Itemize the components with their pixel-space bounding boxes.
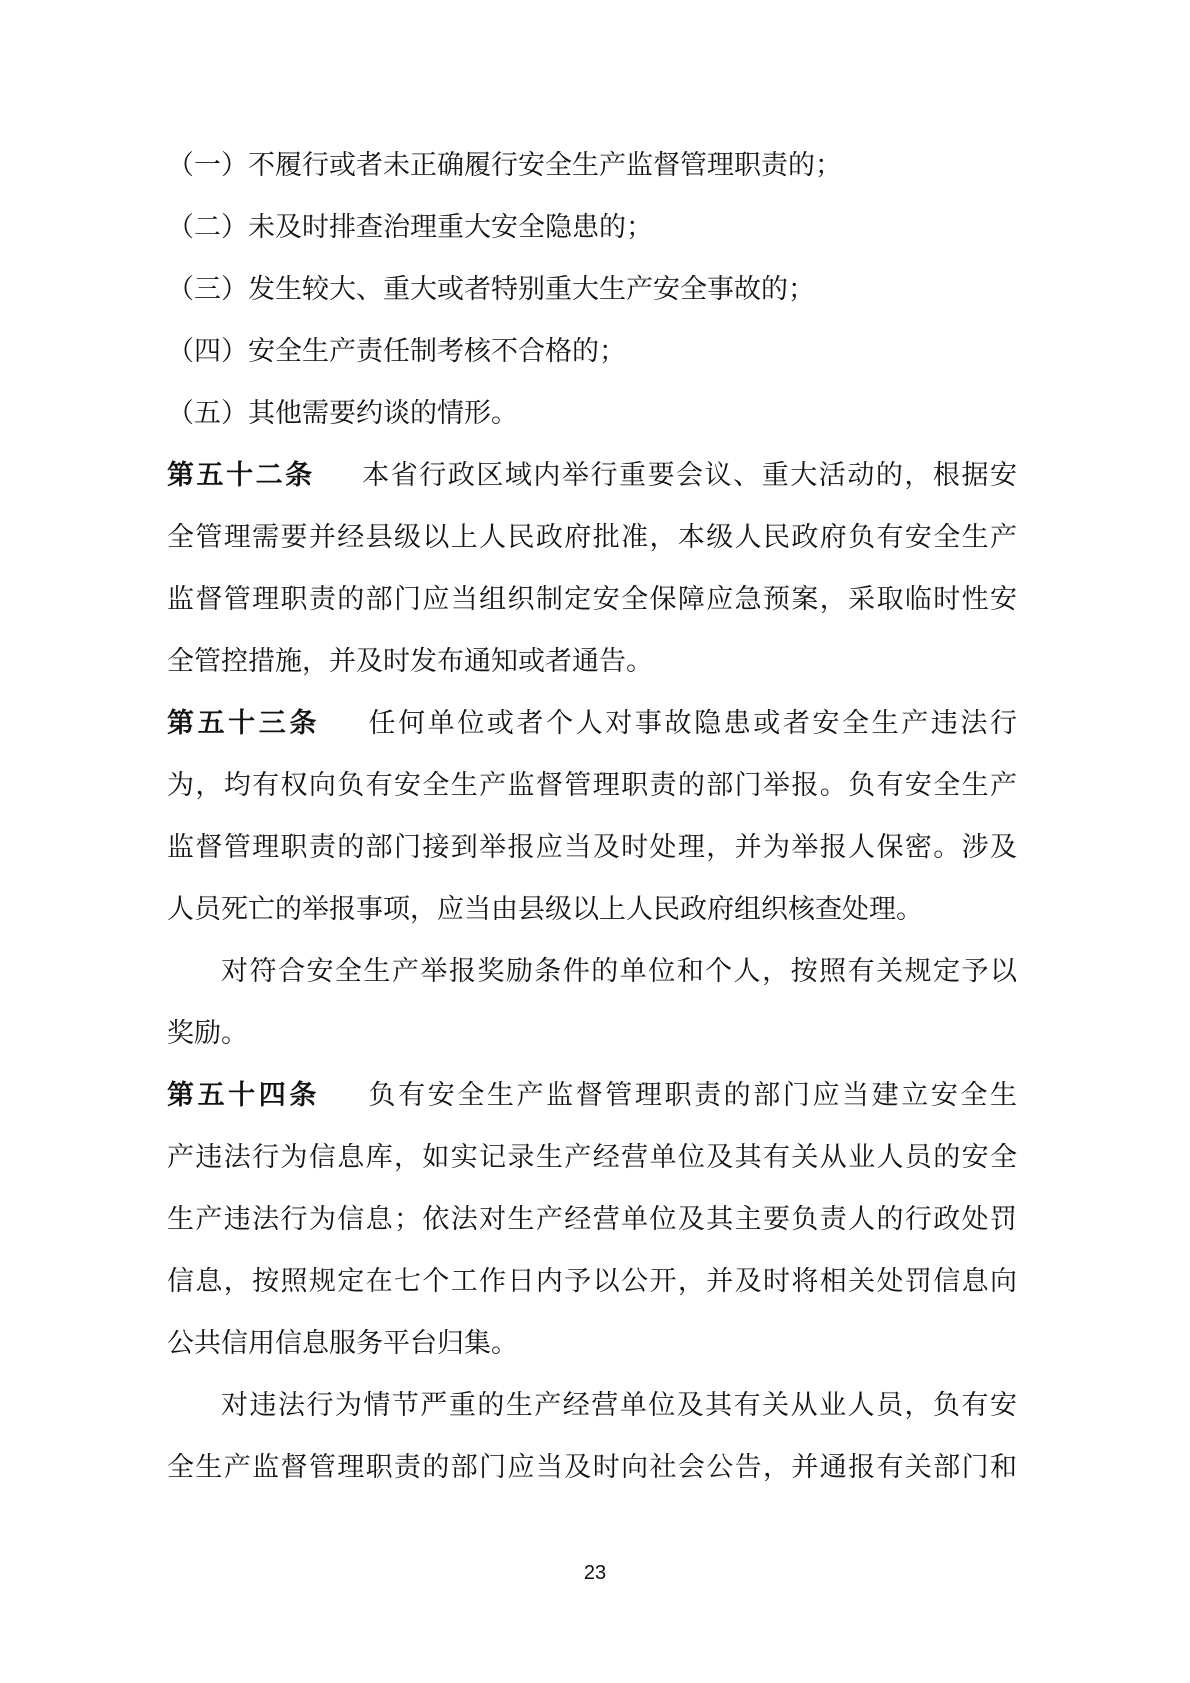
article-number: 第五十二条 <box>167 460 315 490</box>
article-number-gap <box>320 731 366 732</box>
article-54-line-2 <box>167 1126 1017 1188</box>
item-5 <box>167 382 1017 444</box>
article-52-line-4 <box>167 630 1017 692</box>
text-segment: 负有安全生产监督管理职责的部门应当建立安全生 <box>365 1080 1017 1110</box>
item-1 <box>167 134 1017 196</box>
article-54-line-5 <box>167 1312 1017 1374</box>
text-segment: 监督管理职责的部门应当组织制定安全保障应急预案，采取临时性安 <box>167 584 1017 614</box>
text-segment: 生产违法行为信息；依法对生产经营单位及其主要负责人的行政处罚 <box>167 1204 1017 1234</box>
text-segment: 全管理需要并经县级以上人民政府批准，本级人民政府负有安全生产 <box>167 522 1017 552</box>
article-52-line-1 <box>167 444 1017 506</box>
article-53-line-1 <box>167 692 1017 754</box>
text-segment: 信息，按照规定在七个工作日内予以公开，并及时将相关处罚信息向 <box>167 1266 1017 1296</box>
article-54-para-2-line-2 <box>167 1436 1017 1498</box>
text-segment: 人员死亡的举报事项，应当由县级以上人民政府组织核查处理。 <box>167 894 923 924</box>
text-segment: 任何单位或者个人对事故隐患或者安全生产违法行 <box>365 708 1017 738</box>
article-53-para-2-line-1 <box>167 940 1017 1002</box>
page-number: 23 <box>583 1562 607 1584</box>
article-54-line-1 <box>167 1064 1017 1126</box>
item-2 <box>167 196 1017 258</box>
article-54-para-2-line-1 <box>167 1374 1017 1436</box>
item-3 <box>167 258 1017 320</box>
text-segment: （一）不履行或者未正确履行安全生产监督管理职责的； <box>167 150 842 180</box>
article-number: 第五十三条 <box>167 708 320 738</box>
text-segment: （四）安全生产责任制考核不合格的； <box>167 336 626 366</box>
article-54-line-3 <box>167 1188 1017 1250</box>
text-segment: 奖励。 <box>167 1018 248 1048</box>
text-segment: 监督管理职责的部门接到举报应当及时处理，并为举报人保密。涉及 <box>167 832 1017 862</box>
item-4 <box>167 320 1017 382</box>
text-segment: 产违法行为信息库，如实记录生产经营单位及其有关从业人员的安全 <box>167 1142 1017 1172</box>
article-53-para-2-line-2 <box>167 1002 1017 1064</box>
article-52-line-3 <box>167 568 1017 630</box>
text-segment: 本省行政区域内举行重要会议、重大活动的，根据安 <box>360 460 1017 490</box>
article-52-line-2 <box>167 506 1017 568</box>
text-segment: （三）发生较大、重大或者特别重大生产安全事故的； <box>167 274 815 304</box>
article-number-gap <box>320 1103 366 1104</box>
text-segment: 全生产监督管理职责的部门应当及时向社会公告，并通报有关部门和 <box>167 1452 1017 1482</box>
text-segment: （五）其他需要约谈的情形。 <box>167 398 518 428</box>
text-segment: 公共信用信息服务平台归集。 <box>167 1328 518 1358</box>
text-segment: 对违法行为情节严重的生产经营单位及其有关从业人员，负有安 <box>221 1390 1017 1420</box>
article-54-line-4 <box>167 1250 1017 1312</box>
text-segment: （二）未及时排查治理重大安全隐患的； <box>167 212 653 242</box>
text-segment: 为，均有权向负有安全生产监督管理职责的部门举报。负有安全生产 <box>167 770 1017 800</box>
document-body <box>167 134 1017 1498</box>
article-53-line-4 <box>167 878 1017 940</box>
article-53-line-2 <box>167 754 1017 816</box>
article-number: 第五十四条 <box>167 1080 320 1110</box>
text-segment: 全管控措施，并及时发布通知或者通告。 <box>167 646 653 676</box>
article-number-gap <box>315 483 361 484</box>
article-53-line-3 <box>167 816 1017 878</box>
text-segment: 对符合安全生产举报奖励条件的单位和个人，按照有关规定予以 <box>221 956 1017 986</box>
